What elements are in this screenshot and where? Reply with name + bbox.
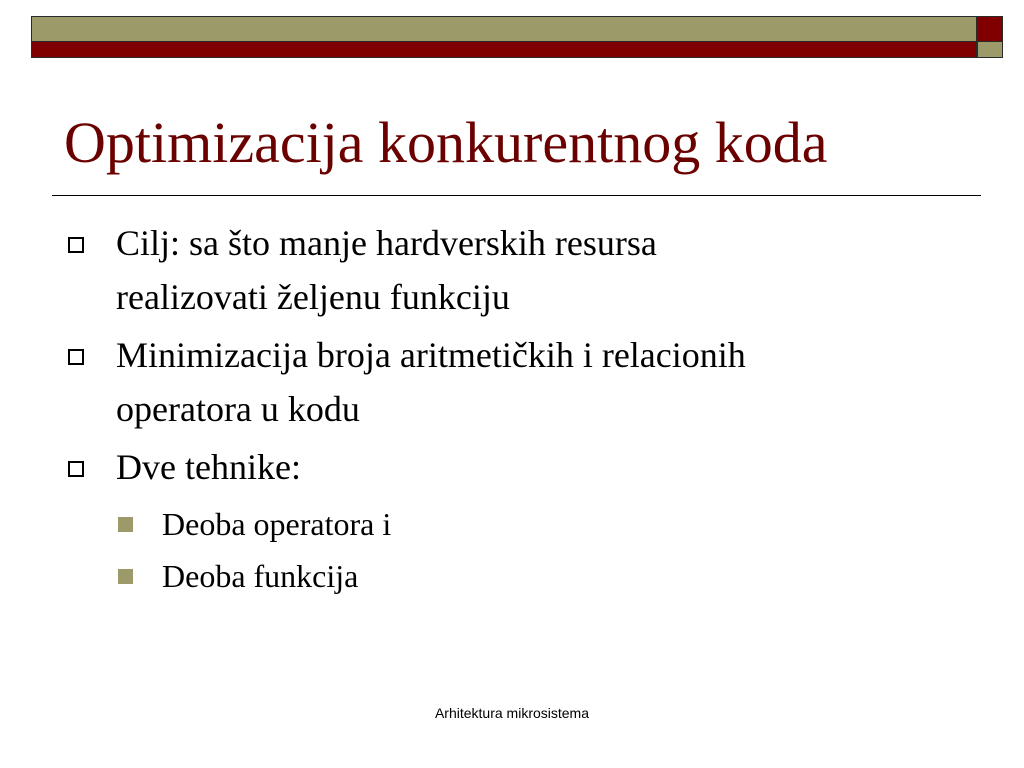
- bullet-text-line: Cilj: sa što manje hardverskih resursa: [116, 223, 657, 263]
- filled-square-bullet-icon: [118, 569, 133, 584]
- bullet-item: [64, 216, 964, 324]
- hollow-square-bullet-icon: [68, 349, 84, 365]
- title-underline: [52, 195, 981, 196]
- hollow-square-bullet-icon: [68, 461, 84, 477]
- header-bar-red: [31, 41, 977, 58]
- bullet-item: [64, 440, 964, 494]
- filled-square-bullet-icon: [118, 517, 133, 532]
- sub-bullet-item: [64, 498, 964, 550]
- slide-title: Optimizacija konkurentnog koda: [64, 110, 828, 175]
- bullet-list: [64, 216, 964, 602]
- bullet-text-line: Dve tehnike:: [116, 447, 301, 487]
- bullet-item: [64, 328, 964, 436]
- header-bar-olive: [31, 16, 977, 42]
- sub-bullet-item: [64, 550, 964, 602]
- corner-square-red: [977, 16, 1003, 42]
- bullet-text-line: Minimizacija broja aritmetičkih i relacionih: [116, 335, 746, 375]
- slide-footer: Arhitektura mikrosistema: [434, 705, 590, 721]
- hollow-square-bullet-icon: [68, 237, 84, 253]
- bullet-text-line: realizovati željenu funkciju: [116, 277, 510, 317]
- corner-square-olive: [977, 41, 1003, 58]
- sub-bullet-text: Deoba operatora i: [162, 506, 392, 542]
- bullet-text-line: operatora u kodu: [116, 389, 360, 429]
- sub-bullet-text: Deoba funkcija: [162, 558, 359, 594]
